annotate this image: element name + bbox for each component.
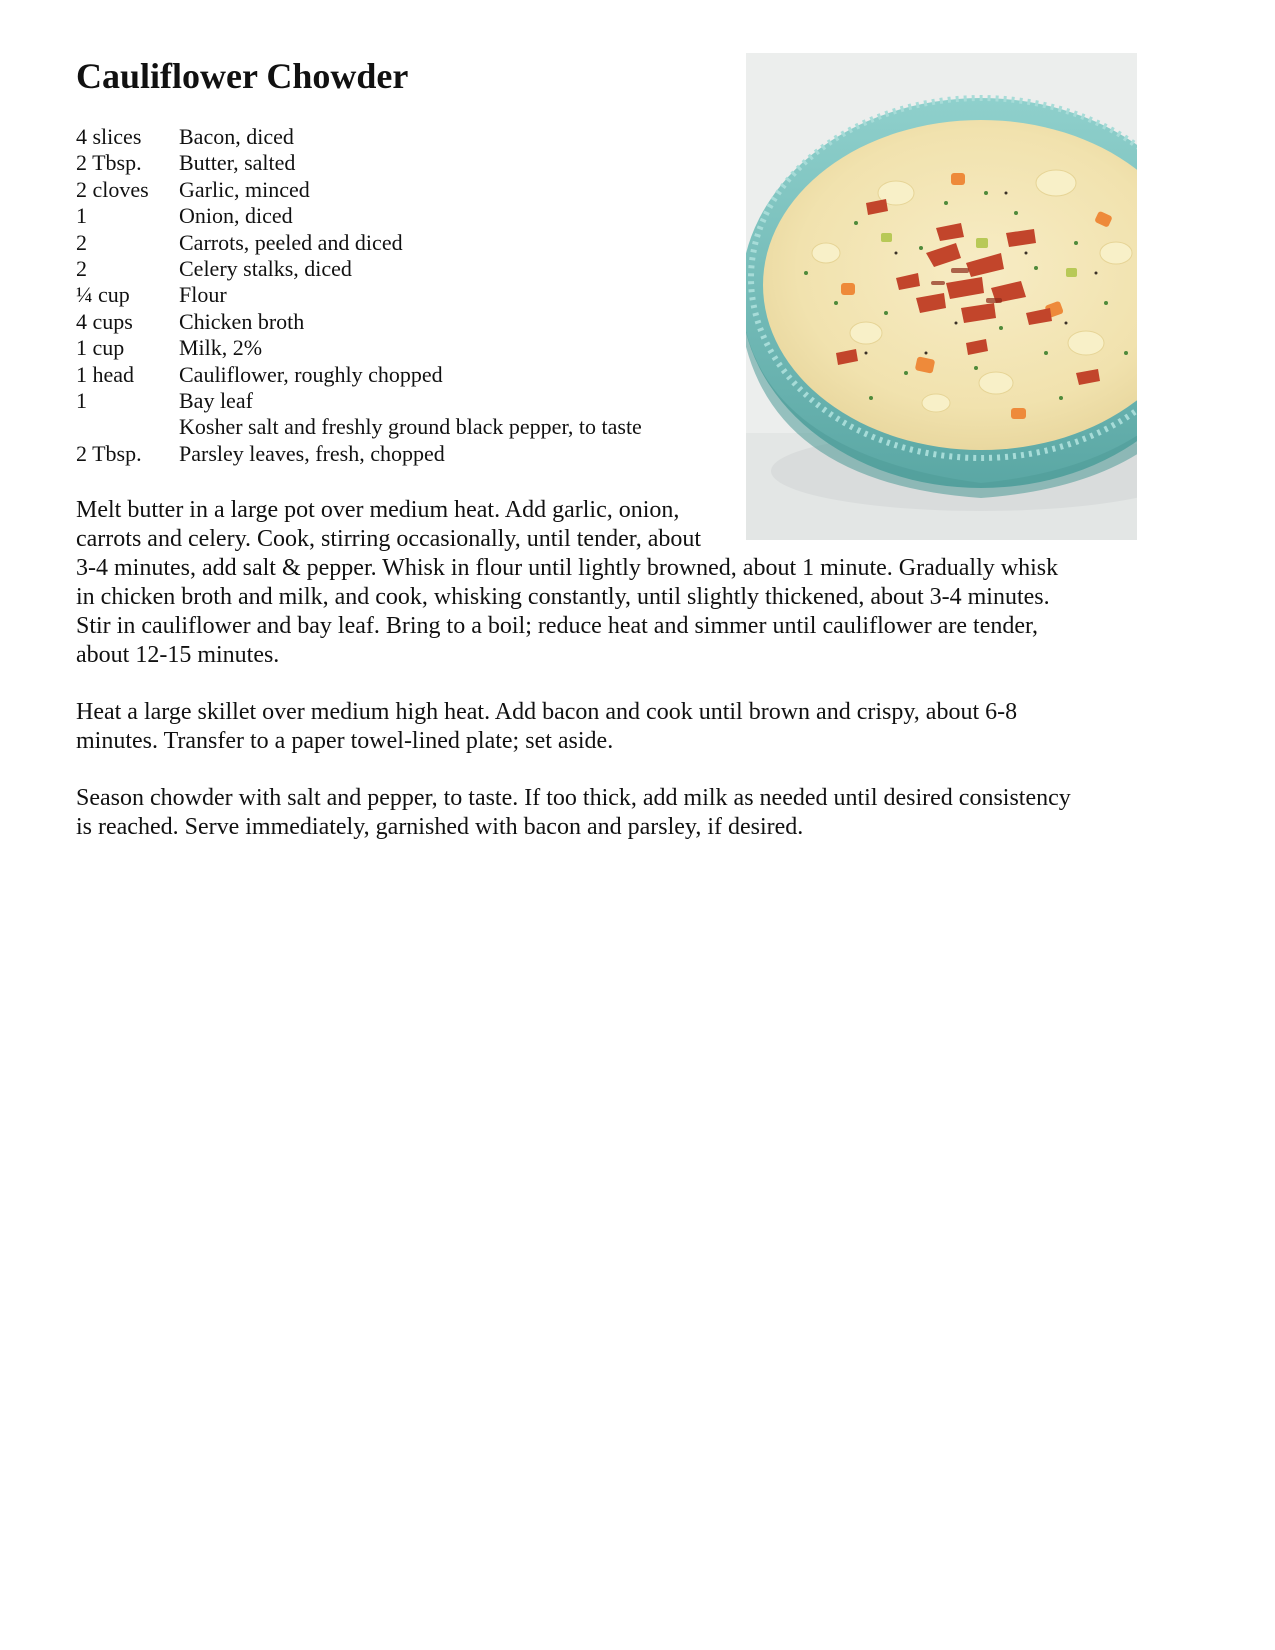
ingredient-name: Carrots, peeled and diced [179, 229, 403, 255]
ingredient-quantity: 4 cups [76, 308, 133, 334]
instructions [76, 496, 1076, 870]
instruction-step-1 [76, 496, 1076, 670]
ingredient-quantity: 4 slices [76, 124, 142, 149]
ingredient-list [76, 124, 716, 467]
ingredient-quantity: 2 cloves [76, 176, 149, 202]
ingredient-name: Celery stalks, diced [179, 256, 352, 282]
ingredient-name: Bay leaf [179, 388, 253, 414]
ingredient-name: Garlic, minced [179, 176, 310, 202]
instruction-text: Heat a large skillet over medium high heat. Add bacon and cook until brown and crispy, about 6-8 minutes. Transfer to a paper towel-lined plate; set aside. [76, 699, 1018, 754]
instruction-text: Season chowder with salt and pepper, to taste. If too thick, add milk as needed until desired consistency is reached. Serve immediately, garnished with bacon and parsley, if desired. [76, 785, 1071, 840]
instruction-text: 3-4 minutes, add salt & pepper. Whisk in flour until lightly browned, about 1 minute. Gradually whisk in chicken broth and milk, and cook, whisking constantly, until slightly thickened, about 3-4 minutes. Stir in cauliflower and bay leaf. Bring to a boil; reduce heat and simmer until cauliflower are tender, about 12-15 minutes. [76, 555, 1059, 668]
instruction-text: Melt butter in a large pot over medium heat. Add garlic, onion, [76, 497, 680, 523]
ingredient-quantity: 1 head [76, 361, 135, 387]
ingredient-quantity: 1 cup [76, 335, 125, 361]
ingredient-row [76, 309, 716, 335]
recipe-title: Cauliflower Chowder [76, 56, 409, 96]
soup-bowl-photo-icon [746, 53, 1137, 540]
ingredient-name: Parsley leaves, fresh, chopped [179, 440, 445, 466]
instruction-step-3 [76, 784, 1076, 842]
chowder-photo [746, 53, 1137, 540]
ingredient-row [76, 414, 716, 440]
instruction-text: carrots and celery. Cook, stirring occasionally, until tender, about [76, 526, 702, 552]
ingredient-row [76, 362, 716, 388]
ingredient-row [76, 203, 716, 229]
ingredient-name: Flour [179, 282, 227, 308]
ingredient-name: Chicken broth [179, 308, 305, 334]
ingredient-name: Milk, 2% [179, 335, 263, 361]
ingredient-name: Butter, salted [179, 150, 296, 176]
instruction-step-2 [76, 698, 1076, 756]
ingredient-quantity: 2 Tbsp. [76, 440, 142, 466]
ingredient-quantity: ¼ cup [76, 282, 130, 308]
ingredient-row [76, 150, 716, 176]
ingredient-row [76, 282, 716, 308]
ingredient-row [76, 441, 716, 467]
ingredient-quantity: 1 [76, 203, 87, 229]
ingredient-name: Onion, diced [179, 203, 293, 229]
ingredient-name: Cauliflower, roughly chopped [179, 361, 443, 387]
ingredient-quantity: 1 [76, 388, 87, 414]
ingredient-quantity: 2 [76, 229, 87, 255]
ingredient-row [76, 256, 716, 282]
ingredient-row [76, 124, 716, 150]
ingredient-row [76, 335, 716, 361]
ingredient-name: Bacon, diced [179, 124, 294, 149]
ingredient-name: Kosher salt and freshly ground black pepper, to taste [179, 414, 642, 440]
ingredient-row [76, 177, 716, 203]
ingredient-quantity [76, 414, 179, 440]
ingredient-quantity: 2 Tbsp. [76, 150, 142, 176]
ingredient-row [76, 388, 716, 414]
ingredient-row [76, 230, 716, 256]
ingredient-quantity: 2 [76, 256, 87, 282]
